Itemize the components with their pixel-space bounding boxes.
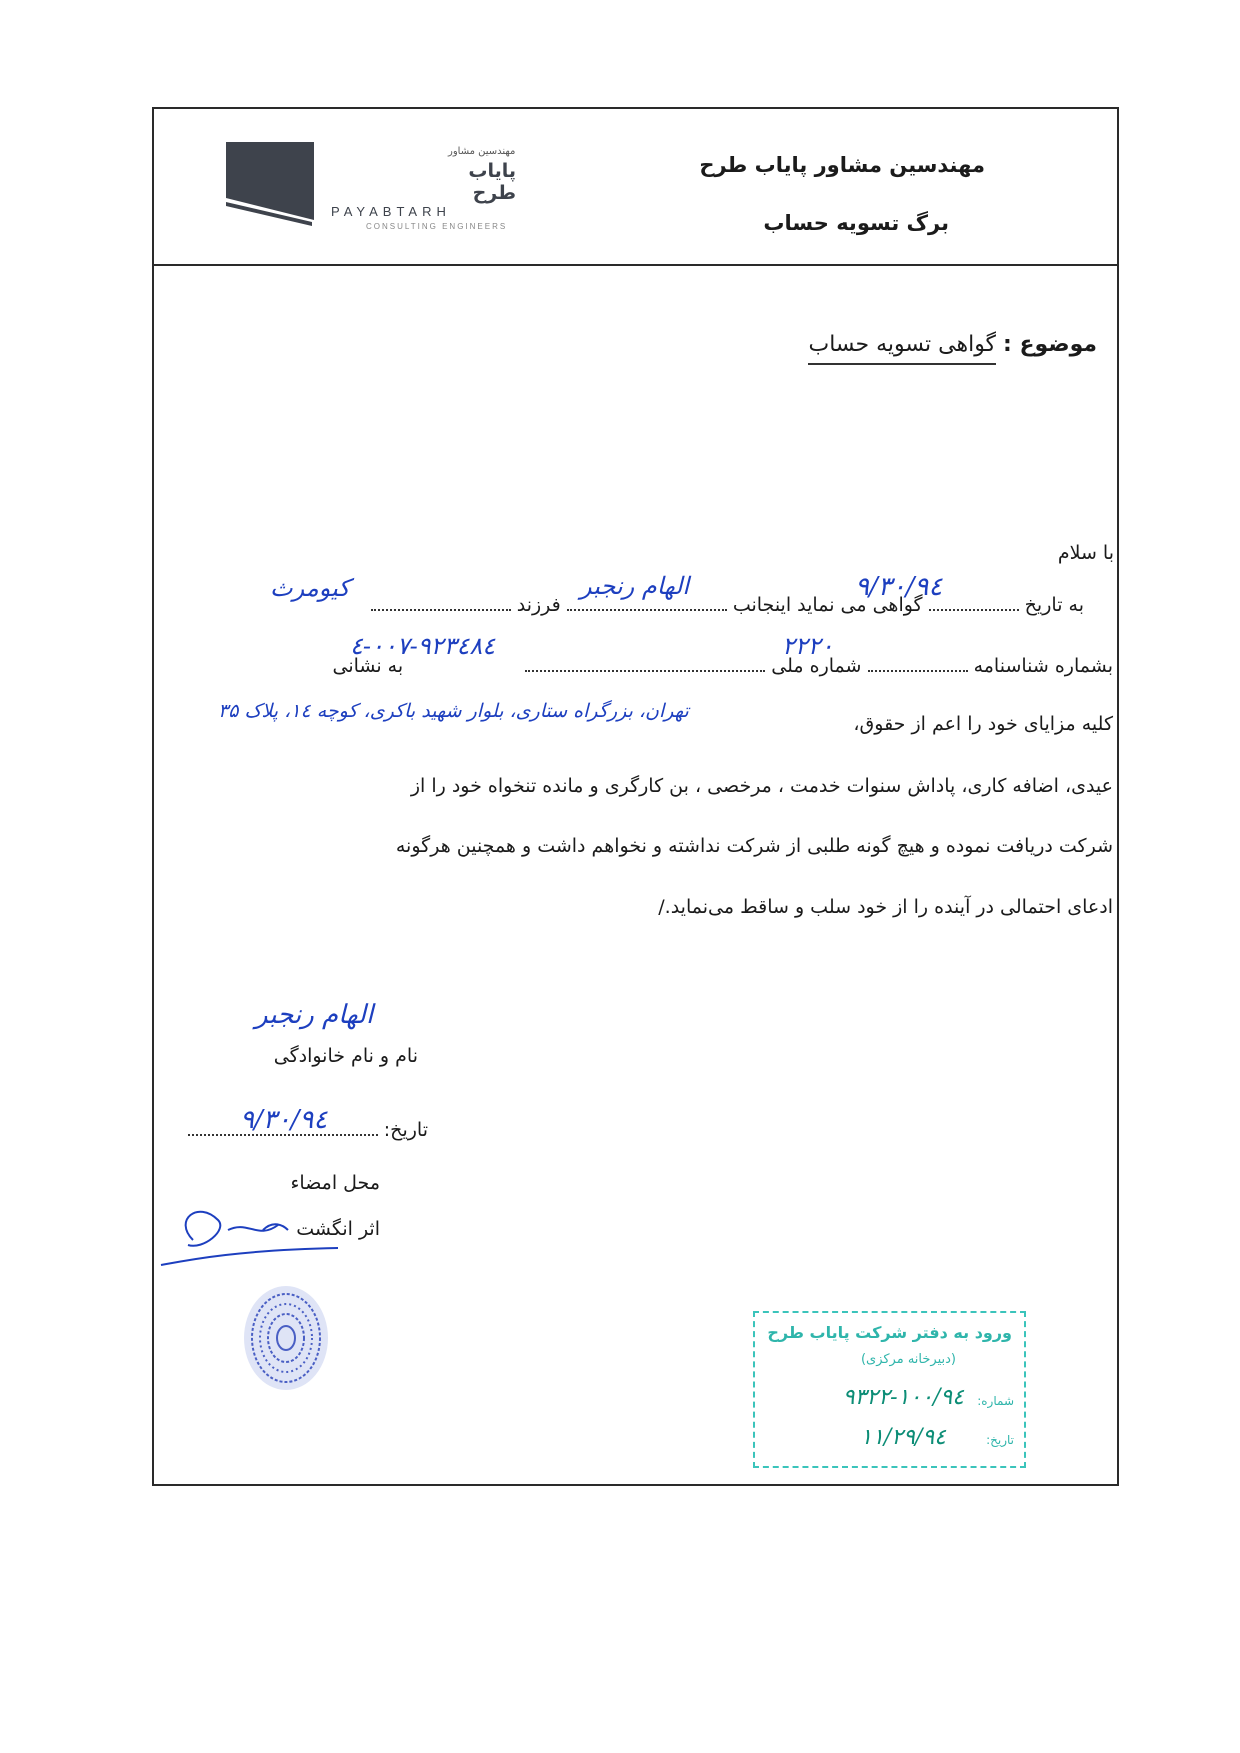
address-label: به نشانی: [332, 655, 404, 678]
handwritten-national-no: ۰۰۷-۹۲۳٤۸٤-٤: [350, 632, 496, 660]
logo-persian-subtitle: مهندسین مشاور: [448, 146, 516, 157]
stamp-number-value: ۱۰۰/۹٤-۹۳۲۲: [842, 1385, 964, 1410]
form-title: برگ تسویه حساب: [763, 211, 949, 235]
entry-stamp: [753, 1311, 1026, 1468]
logo-english-name: PAYABTARH: [331, 204, 451, 219]
stamp-subtitle: (دبیرخانه مرکزی): [860, 1352, 956, 1367]
stamp-date-value: ۹٤/۱۱/۲۹: [860, 1425, 946, 1450]
subject-line: [808, 332, 1097, 357]
stamp-title: ورود به دفتر شرکت پایاب طرح: [767, 1323, 1012, 1342]
handwritten-footer-date: ۹٤/۹/۳۰: [240, 1105, 328, 1135]
date-prefix: به تاریخ: [1024, 594, 1084, 617]
id-blank: [868, 653, 968, 672]
handwritten-id-no: ۲۲۲۰: [782, 632, 834, 660]
handwritten-address: تهران، بزرگراه ستاری، بلوار شهید باکری، کوچه ۱٤، پلاک ۳۵: [218, 700, 689, 722]
signature-mark: [158, 1190, 358, 1280]
logo-persian-name: پایاب طرح: [468, 160, 516, 204]
name-label: نام و نام خانوادگی: [273, 1045, 418, 1067]
footer-date-label: تاریخ:: [383, 1119, 428, 1142]
firm-name: مهندسین مشاور پایاب طرح: [699, 153, 985, 177]
handwritten-date: ۹٤/۹/۳۰: [855, 572, 943, 602]
handwritten-name: الهام رنجبر: [580, 572, 690, 600]
greeting: با سلام: [1057, 542, 1114, 564]
stamp-date-label: تاریخ:: [986, 1433, 1014, 1447]
id-label: بشماره شناسنامه: [973, 655, 1113, 678]
national-blank: [525, 653, 765, 672]
benefits-text: کلیه مزایای خود را اعم از حقوق،: [853, 713, 1113, 735]
logo-mark: [226, 142, 314, 238]
father-blank: [371, 592, 511, 611]
body-line-4: عیدی، اضافه کاری، پاداش سنوات خدمت ، مرخصی ، بن کارگری و مانده تنخواه خود را از: [410, 775, 1113, 797]
handwritten-signed-name: الهام رنجبر: [255, 1000, 374, 1030]
body-line-5: شرکت دریافت نموده و هیچ گونه طلبی از شرکت نداشته و نخواهم داشت و همچنین هرگونه: [395, 835, 1113, 857]
company-logo: [226, 142, 516, 242]
body-line-1: [371, 592, 1084, 616]
signature-place-label: محل امضاء: [290, 1172, 380, 1194]
stamp-number-label: شماره:: [977, 1394, 1014, 1408]
body-line-6: ادعای احتمالی در آینده را از خود سلب و ساقط می‌نماید./: [658, 896, 1113, 918]
body-line-3: [853, 713, 1113, 735]
certify-text: گواهی می نماید اینجانب: [732, 594, 923, 617]
national-label: شماره ملی: [771, 655, 862, 678]
child-of-label: فرزند: [516, 594, 561, 617]
subject-label: موضوع :: [1003, 332, 1097, 357]
fingerprint-label: اثر انگشت: [296, 1218, 380, 1240]
subject-value: گواهی تسویه حساب: [808, 332, 996, 365]
logo-english-subtitle: CONSULTING ENGINEERS: [366, 222, 508, 231]
handwritten-father: کیومرث: [270, 574, 350, 602]
fingerprint-mark: [240, 1283, 332, 1393]
header-divider: [154, 264, 1117, 266]
